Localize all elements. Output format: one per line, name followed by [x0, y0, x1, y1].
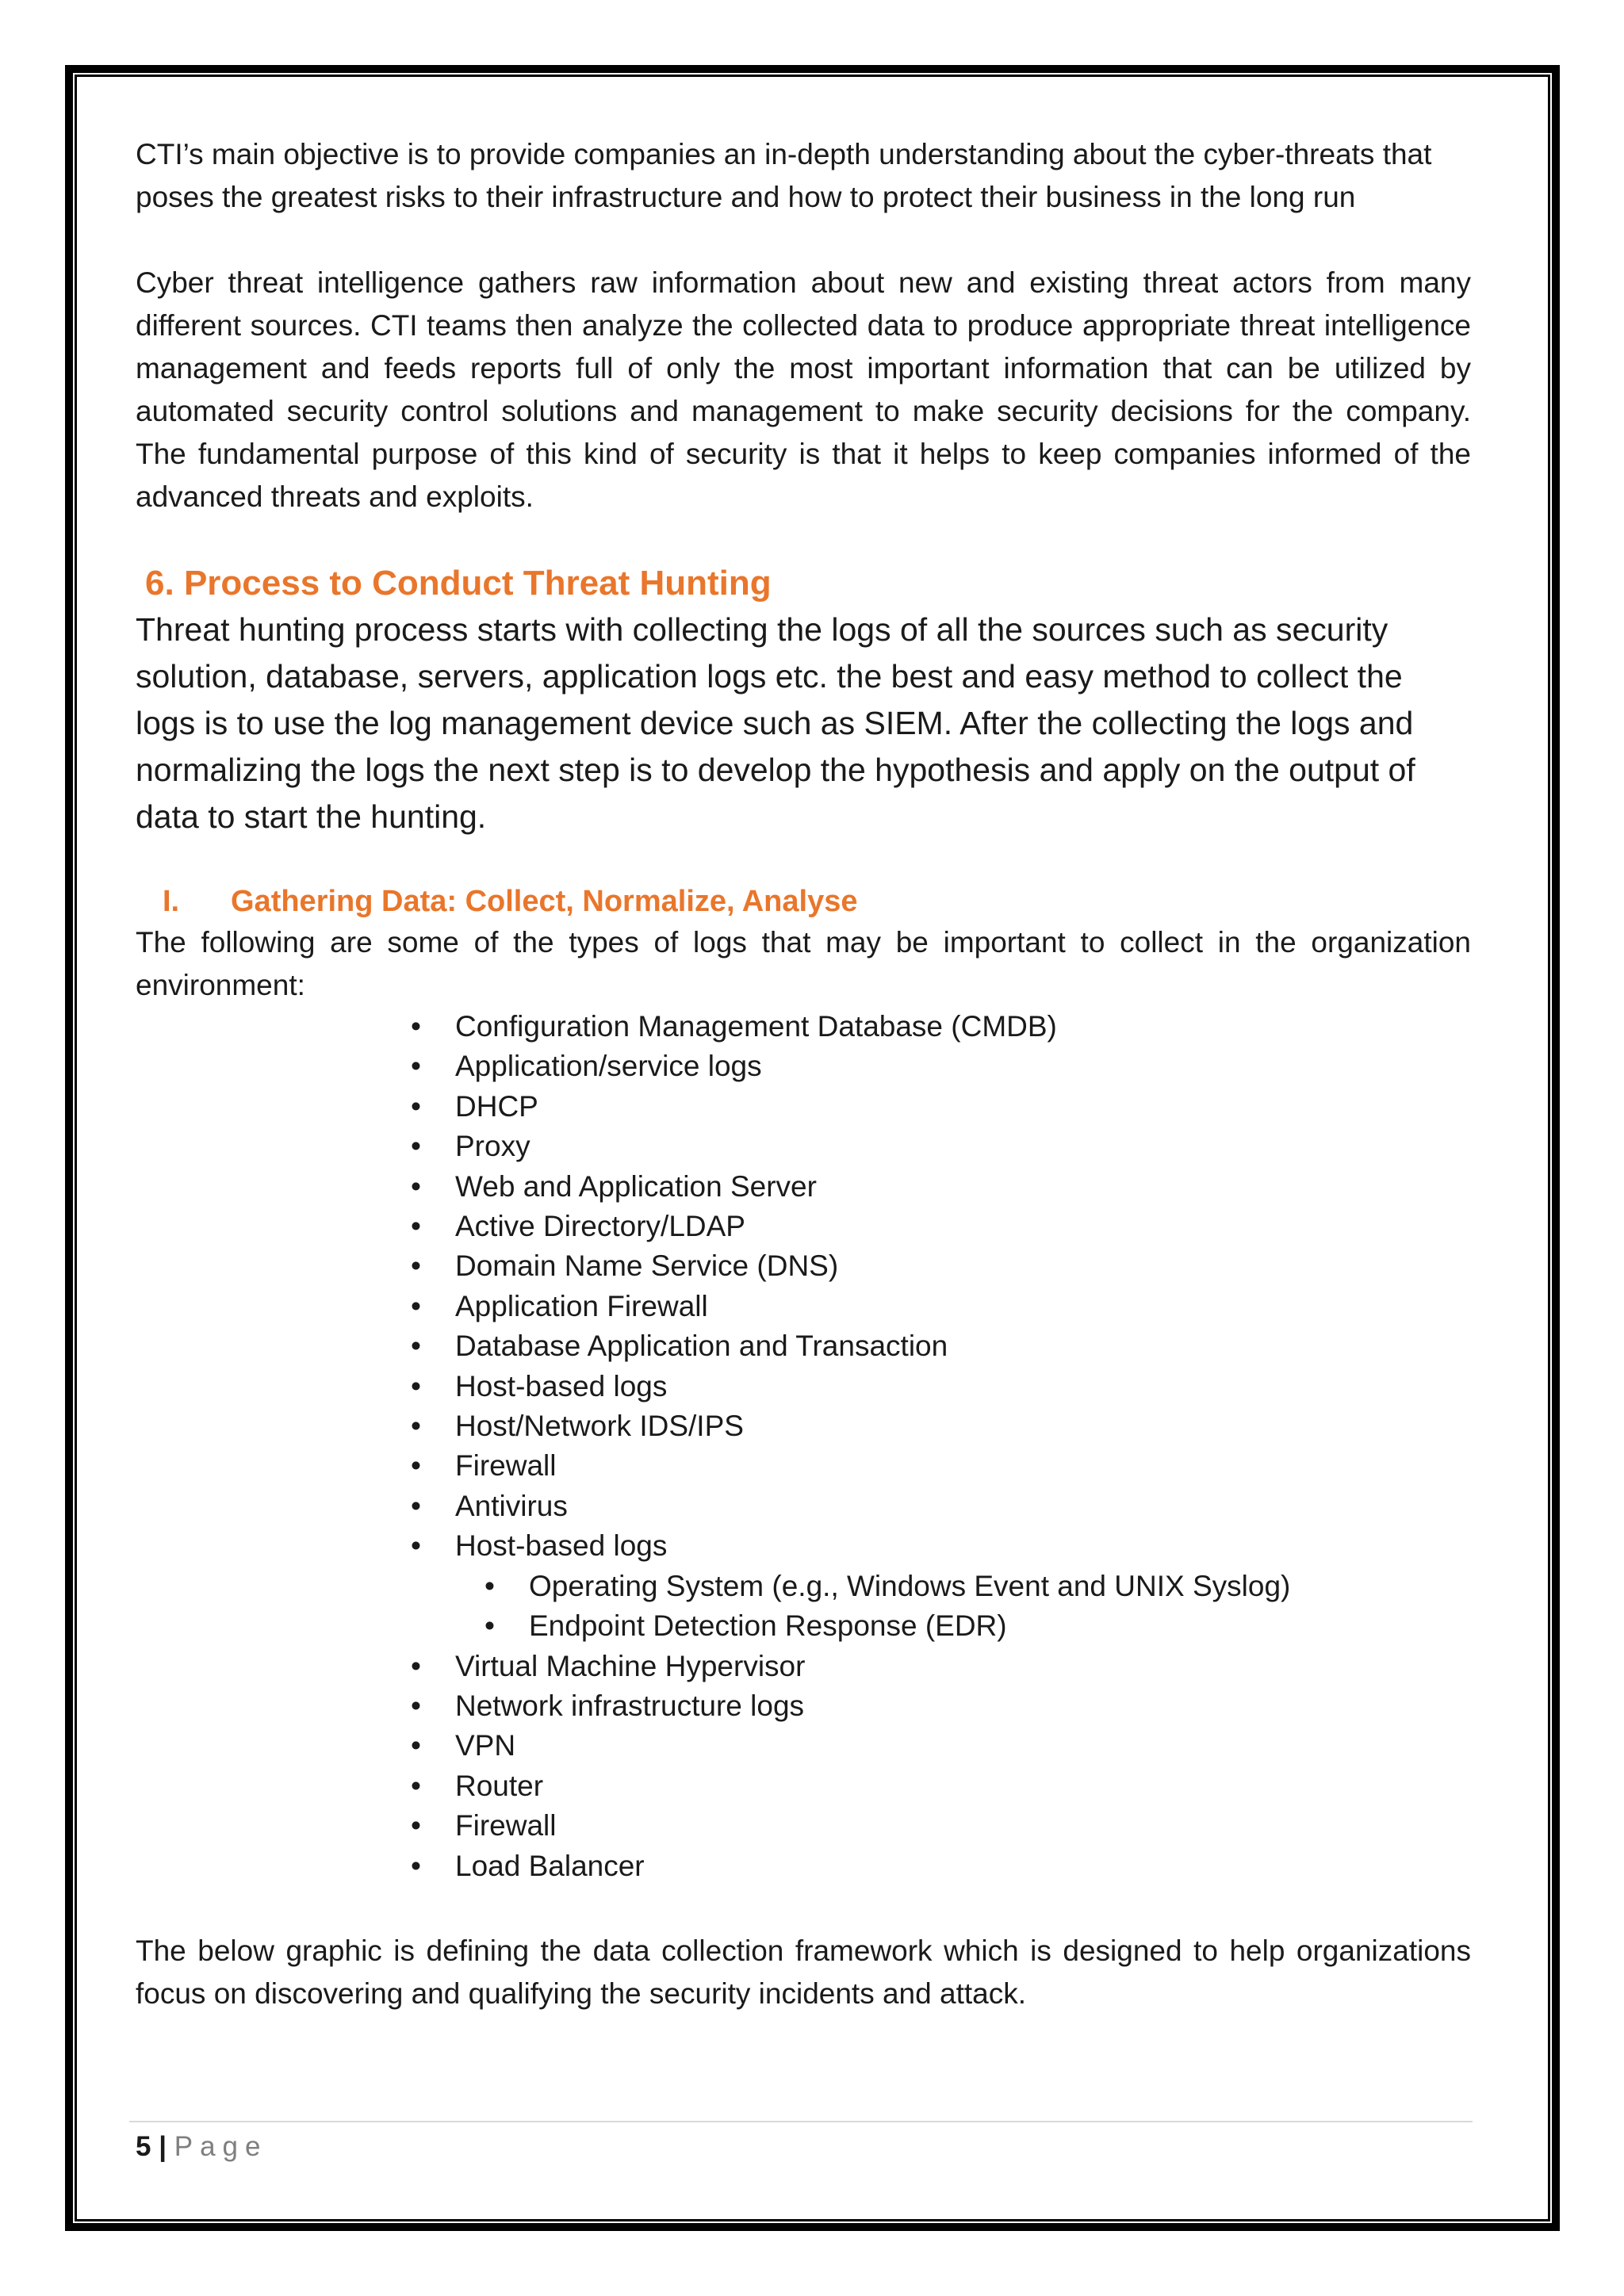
- page-content: [136, 133, 1471, 2015]
- list-item: • VPN: [136, 1726, 1471, 1766]
- bullet-icon: •: [411, 1809, 421, 1843]
- list-item: • Host-based logs: [136, 1526, 1471, 1566]
- section-title: Process to Conduct Threat Hunting: [183, 564, 772, 603]
- list-item: • Web and Application Server: [136, 1167, 1471, 1207]
- list-item: • Application Firewall: [136, 1287, 1471, 1326]
- bullet-icon: •: [485, 1609, 495, 1643]
- list-item: • Antivirus: [136, 1487, 1471, 1526]
- closing-paragraph: The below graphic is defining the data collection framework which is designed to help organizations focus on discovering and qualifying the security incidents and attack.: [136, 1934, 1471, 2010]
- cti-paragraph: Cyber threat intelligence gathers raw information about new and existing threat actors from many different sources. CTI teams then analyze the collected data to produce appropriate threat intelligence management and feeds reports full of only the most important information that can be utilized by automated security control solutions and management to make security decisions for the company. The fundamental purpose of this kind of security is that it helps to keep companies informed of the advanced threats and exploits.: [136, 266, 1471, 513]
- bullet-icon: •: [411, 1769, 421, 1802]
- bullet-icon: •: [411, 1289, 421, 1322]
- list-item: • Proxy: [136, 1127, 1471, 1166]
- list-item: • Firewall: [136, 1446, 1471, 1486]
- bullet-icon: •: [411, 1369, 421, 1402]
- list-item: • Active Directory/LDAP: [136, 1207, 1471, 1246]
- bullet-icon: •: [411, 1729, 421, 1762]
- list-item: • Load Balancer: [136, 1846, 1471, 1886]
- list-item: • Application/service logs: [136, 1047, 1471, 1086]
- bullet-icon: •: [411, 1410, 421, 1443]
- bullet-icon: •: [411, 1330, 421, 1363]
- list-item: • Host/Network IDS/IPS: [136, 1406, 1471, 1446]
- list-item: • Firewall: [136, 1806, 1471, 1846]
- log-types-list: [136, 1007, 1471, 1886]
- subsection-heading: [136, 882, 1471, 921]
- bullet-icon: •: [411, 1010, 421, 1043]
- footer-divider: [129, 2121, 1473, 2122]
- list-item: • Domain Name Service (DNS): [136, 1246, 1471, 1286]
- section-heading: [136, 561, 1471, 607]
- list-item: • DHCP: [136, 1087, 1471, 1127]
- bullet-icon: •: [411, 1689, 421, 1722]
- section-paragraph: Threat hunting process starts with collecting the logs of all the sources such as security solution, database, servers, application logs etc. the best and easy method to collect the logs is to use the log management device such as SIEM. After the collecting the logs and normalizing the logs the next step is to develop the hypothesis and apply on the output of data to start the hunting.: [136, 611, 1415, 835]
- list-item: • Configuration Management Database (CMDB): [136, 1007, 1471, 1047]
- page-footer: [136, 2127, 267, 2167]
- bullet-icon: •: [411, 1449, 421, 1483]
- list-item: • Database Application and Transaction: [136, 1326, 1471, 1366]
- bullet-icon: •: [411, 1249, 421, 1283]
- bullet-icon: •: [411, 1649, 421, 1682]
- bullet-icon: •: [411, 1849, 421, 1882]
- bullet-icon: •: [411, 1130, 421, 1163]
- list-item: • Router: [136, 1766, 1471, 1806]
- section-number: 6.: [145, 564, 174, 603]
- list-item: • Virtual Machine Hypervisor: [136, 1647, 1471, 1686]
- list-subitem: • Endpoint Detection Response (EDR): [136, 1606, 1471, 1646]
- intro-paragraph: CTI’s main objective is to provide companies an in-depth understanding about the cyber-threats that poses the greatest risks to their infrastructure and how to protect their business in the long run: [136, 138, 1432, 213]
- list-item: • Network infrastructure logs: [136, 1686, 1471, 1726]
- bullet-icon: •: [411, 1489, 421, 1522]
- subsection-title: Gathering Data: Collect, Normalize, Analyse: [231, 885, 858, 918]
- bullet-icon: •: [411, 1169, 421, 1203]
- bullet-icon: •: [485, 1569, 495, 1602]
- bullet-icon: •: [411, 1210, 421, 1243]
- page-number: 5: [136, 2131, 151, 2162]
- footer-separator: |: [151, 2131, 174, 2162]
- bullet-icon: •: [411, 1529, 421, 1563]
- list-subitem: • Operating System (e.g., Windows Event and UNIX Syslog): [136, 1567, 1471, 1606]
- subsection-paragraph: The following are some of the types of logs that may be important to collect in the organization environment:: [136, 926, 1471, 1001]
- page-label: Page: [174, 2131, 268, 2162]
- subsection-numeral: I.: [163, 885, 180, 918]
- bullet-icon: •: [411, 1050, 421, 1083]
- bullet-icon: •: [411, 1089, 421, 1123]
- list-item: • Host-based logs: [136, 1367, 1471, 1406]
